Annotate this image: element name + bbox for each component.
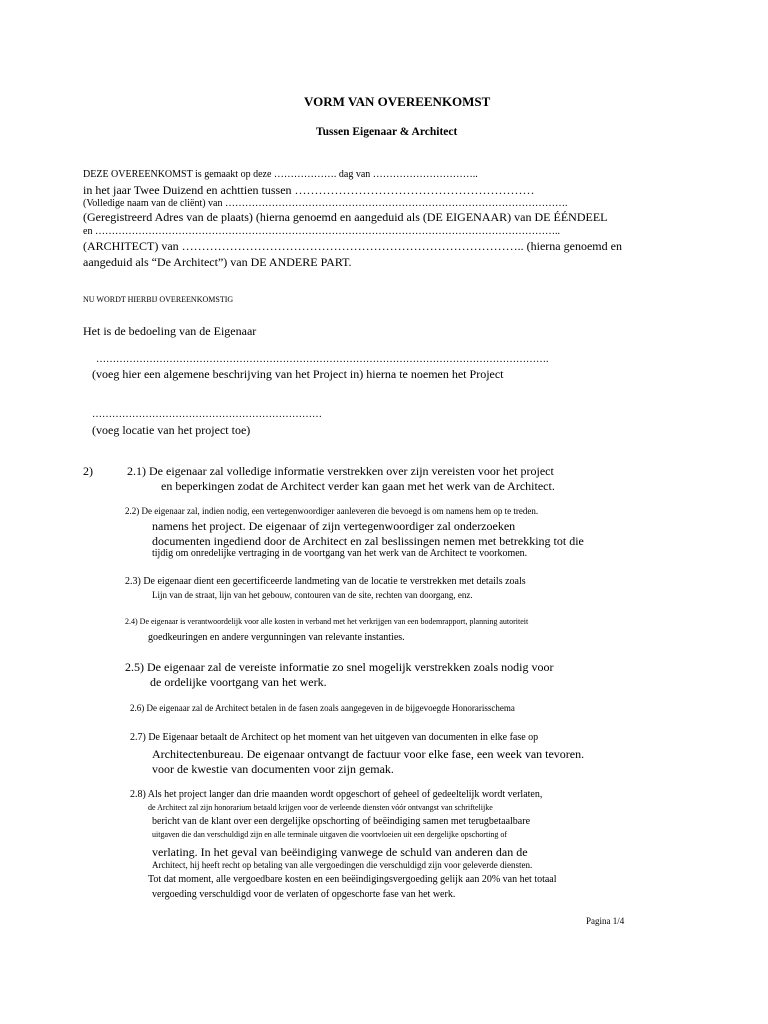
clause-2-2-line-2: namens het project. De eigenaar of zijn vertegenwoordiger zal onderzoeken: [152, 519, 516, 533]
intro-line-4: (Geregistreerd Adres van de plaats) (hierna genoemd en aangeduid als (DE EIGENAAR) van DE ÉÉNDEEL: [83, 210, 608, 224]
bedoeling-text: Het is de bedoeling van de Eigenaar: [83, 324, 257, 338]
section-number: 2): [83, 464, 93, 478]
clause-2-8-line-8: vergoeding verschuldigd voor de verlaten of opgeschorte fase van het werk.: [152, 889, 456, 900]
clause-2-8-line-1: 2.8) Als het project langer dan drie maanden wordt opgeschort of geheel of gedeeltelijk wordt verlaten,: [130, 789, 543, 800]
clause-2-4-line-2: goedkeuringen en andere vergunningen van relevante instanties.: [148, 632, 405, 643]
clause-2-2-line-1: 2.2) De eigenaar zal, indien nodig, een vertegenwoordiger aanleveren die bevoegd is om namens hem op te treden.: [125, 506, 539, 516]
locatie-description: (voeg locatie van het project toe): [92, 423, 251, 437]
page-number: Pagina 1/4: [586, 916, 625, 926]
clause-2-8-line-5: verlating. In het geval van beëindiging vanwege de schuld van anderen dan de: [152, 845, 528, 859]
intro-line-2: in het jaar Twee Duizend en achttien tussen ……………………………………………………: [83, 183, 535, 197]
page-title: VORM VAN OVEREENKOMST: [304, 94, 491, 109]
clause-2-3-line-2: Lijn van de straat, lijn van het gebouw, contouren van de site, rechten van doorgang, enz.: [152, 590, 473, 600]
clause-2-1-line-1: 2.1) De eigenaar zal volledige informatie verstrekken over zijn vereisten voor het project: [127, 464, 554, 478]
clause-2-2-line-3: documenten ingediend door de Architect en zal beslissingen nemen met betrekking tot die: [152, 534, 584, 548]
clause-2-7-line-2: Architectenbureau. De eigenaar ontvangt de factuur voor elke fase, een week van tevoren.: [152, 747, 585, 761]
clause-2-8-line-2: de Architect zal zijn honorarium betaald krijgen voor de verleende diensten vóór ontvangst van schriftelijke: [148, 803, 493, 812]
clause-2-5-line-1: 2.5) De eigenaar zal de vereiste informatie zo snel mogelijk verstrekken zoals nodig voor: [125, 660, 554, 674]
clause-2-6-line-1: 2.6) De eigenaar zal de Architect betalen in de fasen zoals aangegeven in de bijgevoegde Honorarisschema: [130, 703, 515, 713]
page-subtitle: Tussen Eigenaar & Architect: [316, 126, 458, 138]
intro-line-7: aangeduid als “De Architect”) van DE ANDERE PART.: [83, 255, 352, 269]
clause-2-3-line-1: 2.3) De eigenaar dient een gecertificeerde landmeting van de locatie te verstrekken met details zoals: [125, 576, 526, 587]
clause-2-8-line-4: uitgaven die dan verschuldigd zijn en alle terminale uitgaven die voortvloeien uit een dergelijke opschorting of: [152, 830, 508, 839]
clause-2-7-line-3: voor de kwestie van documenten voor zijn gemak.: [152, 762, 394, 776]
clause-2-8-line-7: Tot dat moment, alle vergoedbare kosten en een beëindigingsvergoeding gelijk aan 20% van het totaal: [148, 874, 557, 885]
clause-2-1-line-2: en beperkingen zodat de Architect verder kan gaan met het werk van de Architect.: [161, 479, 555, 493]
clause-2-8-line-3: bericht van de klant over een dergelijke opschorting of beëindiging samen met terugbetaalbare: [152, 816, 531, 827]
clause-2-2-line-4: tijdig om onredelijke vertraging in de voortgang van het werk van de Architect te voorkomen.: [152, 548, 528, 559]
intro-line-3: (Volledige naam van de cliënt) van ………………………………………………………………………………………….: [83, 198, 568, 209]
clause-2-8-line-6: Architect, hij heeft recht op betaling van alle vergoedingen die verschuldigd zijn voor geleverde diensten.: [152, 860, 533, 870]
locatie-dots: ……………………………………………………………: [92, 409, 322, 420]
intro-line-6: (ARCHITECT) van ………………………………………………………………………….. (hierna genoemd en: [83, 239, 622, 253]
clause-2-5-line-2: de ordelijke voortgang van het werk.: [150, 675, 327, 689]
nu-wordt-heading: NU WORDT HIERBIJ OVEREENKOMSTIG: [83, 295, 234, 304]
clause-2-4-line-1: 2.4) De eigenaar is verantwoordelijk voor alle kosten in verband met het verkrijgen van een bodemrapport, planning autoriteit: [125, 617, 529, 626]
project-dots: ……………………………………………………………………………………………………………………….: [96, 354, 549, 365]
intro-line-5: en …………………………………………………………………………………………………………………………..: [83, 226, 560, 237]
clause-2-7-line-1: 2.7) De Eigenaar betaalt de Architect op het moment van het uitgeven van documenten in elke fase op: [130, 732, 539, 743]
project-description: (voeg hier een algemene beschrijving van het Project in) hierna te noemen het Project: [92, 367, 504, 381]
intro-line-1: DEZE OVEREENKOMST is gemaakt op deze ………………. dag van …………………………..: [83, 169, 478, 180]
